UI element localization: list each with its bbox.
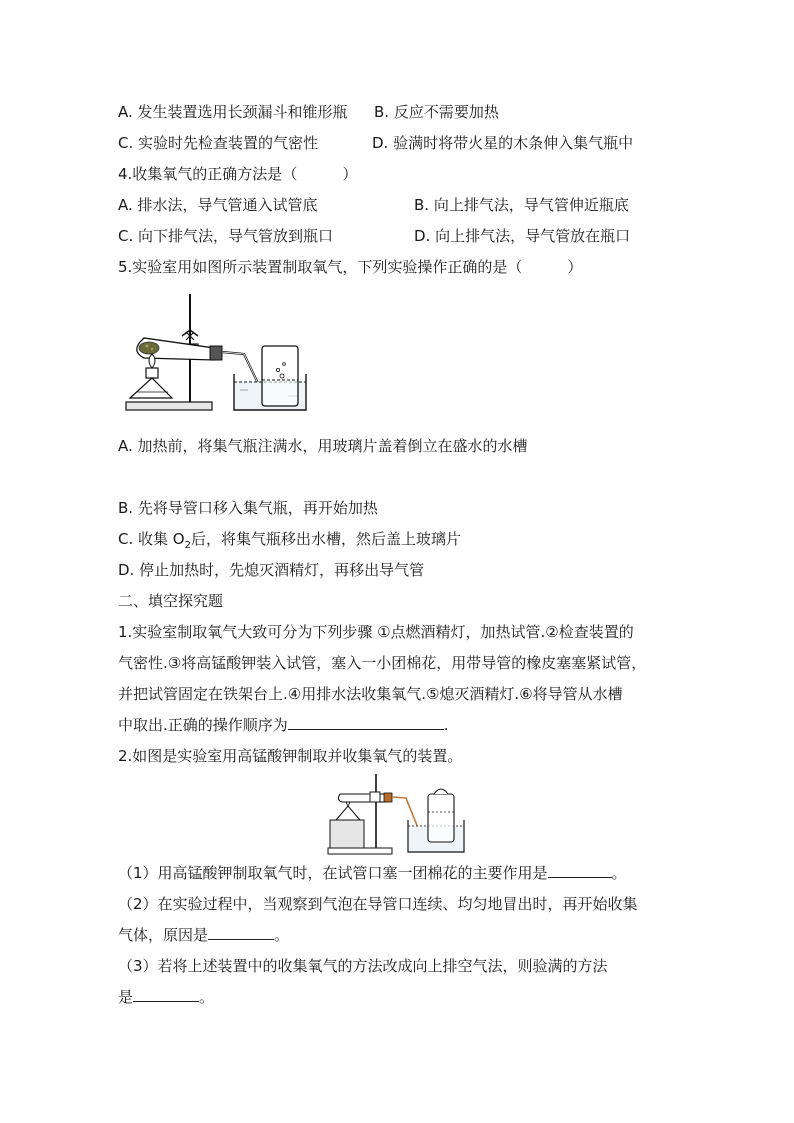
answer-blank[interactable] bbox=[548, 877, 612, 878]
fill-q1-line3: 并把试管固定在铁架台上.④用排水法收集氧气.⑤熄灭酒精灯.⑥将导管从水槽 bbox=[118, 685, 623, 703]
q5-option-c-sub: 2 bbox=[184, 540, 191, 551]
q5-option-d: D. 停止加热时，先熄灭酒精灯，再移出导气管 bbox=[118, 561, 425, 579]
q4-stem: 4.收集氧气的正确方法是（ ） bbox=[118, 165, 358, 183]
fill-q1-line4-end: . bbox=[443, 716, 449, 734]
fill-q2-part3-line1: （3）若将上述装置中的收集氧气的方法改成向上排空气法，则验满的方法 bbox=[118, 957, 608, 975]
q5-apparatus-figure bbox=[122, 290, 312, 418]
q4-option-d: D. 向上排气法，导气管放在瓶口 bbox=[414, 227, 631, 245]
fill-q2-part2-end: 。 bbox=[274, 926, 290, 944]
fill-q1-line4-text: 中取出.正确的操作顺序为 bbox=[118, 716, 288, 734]
q5-option-c-post: 后，将集气瓶移出水槽，然后盖上玻璃片 bbox=[190, 530, 461, 548]
q4-option-a: A. 排水法，导气管通入试管底 bbox=[118, 196, 318, 214]
q3-option-d: D. 验满时将带火星的木条伸入集气瓶中 bbox=[372, 134, 634, 152]
section-heading: 二、填空探究题 bbox=[118, 592, 224, 610]
fill-q2-part1-text: （1）用高锰酸钾制取氧气时，在试管口塞一团棉花的主要作用是 bbox=[118, 864, 548, 882]
q3-option-a: A. 发生装置选用长颈漏斗和锥形瓶 bbox=[118, 103, 348, 121]
fill-q2-apparatus-figure bbox=[326, 772, 466, 856]
q3-option-c: C. 实验时先检查装置的气密性 bbox=[118, 134, 319, 152]
q5-option-b: B. 先将导管口移入集气瓶，再开始加热 bbox=[118, 499, 378, 517]
fill-q1-line2: 气密性.③将高锰酸钾装入试管，塞入一小团棉花，用带导管的橡皮塞塞紧试管， bbox=[118, 654, 647, 672]
q5-option-c bbox=[118, 529, 461, 556]
q4-option-c: C. 向下排气法，导气管放到瓶口 bbox=[118, 227, 334, 245]
fill-q2-part3-line2 bbox=[118, 987, 214, 1007]
answer-blank[interactable] bbox=[288, 729, 444, 730]
q3-option-b: B. 反应不需要加热 bbox=[374, 103, 499, 121]
answer-blank[interactable] bbox=[133, 1001, 199, 1002]
fill-q1-line4 bbox=[118, 715, 449, 735]
answer-blank[interactable] bbox=[208, 939, 274, 940]
fill-q1-line1: 1.实验室制取氧气大致可分为下列步骤 ①点燃酒精灯，加热试管.②检查装置的 bbox=[118, 623, 634, 641]
q4-option-b: B. 向上排气法，导气管伸近瓶底 bbox=[414, 196, 629, 214]
q5-option-c-pre: C. 收集 O bbox=[118, 530, 185, 548]
fill-q2-part2-text: 气体，原因是 bbox=[118, 926, 209, 944]
fill-q2-part3-end: 。 bbox=[199, 988, 215, 1006]
fill-q2-part2-line2 bbox=[118, 925, 289, 945]
fill-q2-part3-text: 是 bbox=[118, 988, 134, 1006]
fill-q2-part2-line1: （2）在实验过程中，当观察到气泡在导管口连续、均匀地冒出时，再开始收集 bbox=[118, 895, 638, 913]
q5-option-a: A. 加热前，将集气瓶注满水，用玻璃片盖着倒立在盛水的水槽 bbox=[118, 437, 528, 455]
fill-q2-part1 bbox=[118, 863, 627, 883]
fill-q2-stem: 2.如图是实验室用高锰酸钾制取并收集氧气的装置。 bbox=[118, 747, 463, 765]
fill-q2-part1-end: 。 bbox=[611, 864, 627, 882]
q5-stem: 5.实验室用如图所示装置制取氧气，下列实验操作正确的是（ ） bbox=[118, 258, 583, 276]
